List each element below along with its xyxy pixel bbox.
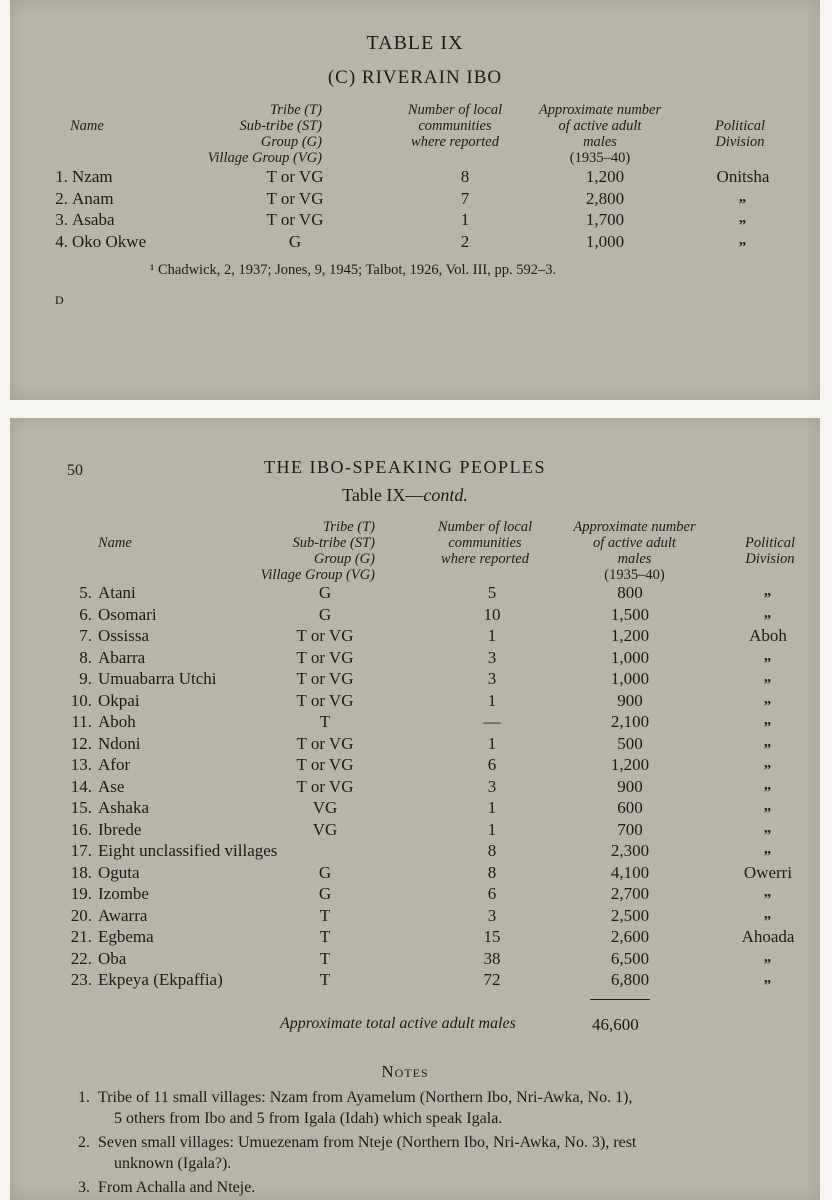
footnote: ¹ Chadwick, 2, 1937; Jones, 9, 1945; Talbot, 1926, Vol. III, pp. 592–3. (150, 262, 557, 278)
row-number: 16. (70, 819, 92, 839)
table-row (10, 606, 810, 628)
row-name: Oko Okwe (72, 231, 147, 251)
row-number: 20. (70, 905, 92, 925)
row-division: „ (763, 798, 773, 814)
row-males: 1,700 (585, 210, 625, 229)
table-row (10, 584, 810, 606)
row-division: „ (763, 712, 773, 728)
row-communities: 1 (487, 626, 497, 645)
row-males: 900 (617, 776, 643, 796)
row-division: „ (738, 210, 748, 226)
row-type: T (319, 970, 331, 989)
row-division: „ (738, 188, 748, 205)
row-type: G (318, 604, 332, 624)
page-number: 50 (67, 462, 83, 479)
row-number: 17. (70, 841, 92, 860)
row-number: 22. (70, 948, 92, 968)
table-row (10, 907, 810, 929)
header-communities: Number of local communities where reported (437, 519, 533, 567)
row-males: 1,200 (610, 626, 650, 645)
row-type: T or VG (266, 167, 324, 186)
table-row (10, 670, 810, 692)
row-males: 1,000 (610, 647, 650, 667)
table-row (10, 842, 810, 864)
running-head: THE IBO-SPEAKING PEOPLES (263, 457, 546, 477)
row-type: T or VG (296, 755, 354, 774)
row-number: 15. (70, 798, 92, 817)
row-communities: 7 (460, 188, 470, 208)
signature-mark: D (55, 293, 64, 307)
header-division: Political Division (715, 118, 765, 150)
note-line: Tribe of 11 small villages: Nzam from Ayamelum (Northern Ibo, Nri-Awka, No. 1), (98, 1089, 633, 1106)
row-type: G (318, 884, 332, 903)
row-type: VG (312, 798, 338, 817)
table-row (10, 211, 810, 233)
row-type: T or VG (296, 776, 354, 796)
row-division: „ (763, 647, 773, 664)
row-males: 2,100 (610, 712, 650, 731)
table-row (10, 713, 810, 735)
row-number: 13. (70, 755, 92, 774)
row-name: Umuabarra Utchi (98, 669, 217, 688)
row-communities: 5 (487, 583, 497, 602)
row-division: „ (763, 948, 773, 965)
row-males: 2,600 (610, 927, 650, 946)
row-division: Owerri (743, 862, 793, 882)
row-communities: 3 (487, 905, 497, 925)
row-males: 1,200 (610, 755, 650, 774)
row-name: Eight unclassified villages (98, 841, 278, 860)
table-row (10, 885, 810, 907)
row-communities: 8 (487, 862, 497, 882)
row-males: 2,700 (610, 884, 650, 903)
row-males: 2,800 (585, 188, 625, 208)
row-name: Ekpeya (Ekpaffia) (98, 970, 223, 989)
row-number: 1. (55, 167, 68, 186)
row-number: 9. (79, 669, 92, 688)
row-division: „ (763, 776, 773, 793)
row-division: „ (763, 733, 773, 750)
row-type: T (319, 948, 331, 968)
row-name: Abarra (98, 647, 146, 667)
row-communities: 1 (487, 690, 497, 710)
row-division: Ahoada (741, 927, 795, 946)
row-communities: 1 (487, 733, 497, 753)
row-males: 600 (617, 798, 643, 817)
row-males: 6,800 (610, 970, 650, 989)
row-number: 4. (55, 231, 68, 251)
row-number: 21. (70, 927, 92, 946)
row-number: 7. (79, 626, 92, 645)
header-males: Approximate number of active adult males (1935–40) (538, 102, 662, 166)
row-males: 500 (617, 733, 643, 753)
header-division: Political Division (745, 535, 795, 567)
note-number: 1. (78, 1089, 90, 1106)
table-row (10, 928, 810, 950)
row-males: 1,500 (610, 604, 650, 624)
table-row (10, 168, 810, 190)
table-row (10, 692, 810, 714)
row-number: 14. (70, 776, 92, 796)
table-row (10, 778, 810, 800)
row-type: VG (312, 819, 338, 839)
row-number: 5. (79, 583, 92, 602)
row-number: 8. (79, 647, 92, 667)
total-rule (590, 999, 650, 1000)
row-type: T (319, 712, 331, 731)
row-division: „ (763, 970, 773, 986)
table-row (10, 799, 810, 821)
row-name: Asaba (72, 210, 115, 229)
row-communities: 72 (483, 970, 501, 989)
row-males: 2,300 (610, 841, 650, 860)
row-communities: 1 (487, 819, 497, 839)
row-type: G (318, 583, 332, 602)
row-division: „ (763, 604, 773, 621)
row-communities: — (483, 712, 501, 731)
row-division: „ (763, 819, 773, 836)
row-name: Oba (98, 948, 127, 968)
page-bottom (10, 418, 820, 1200)
table-row (10, 971, 810, 993)
row-males: 700 (617, 819, 643, 839)
row-communities: 6 (487, 755, 497, 774)
row-name: Egbema (98, 927, 154, 946)
row-type: T (319, 905, 331, 925)
row-division: Aboh (749, 626, 787, 645)
table-row (10, 190, 810, 212)
row-number: 3. (55, 210, 68, 229)
note-line: 5 others from Ibo and 5 from Igala (Idah) which speak Igala. (114, 1110, 503, 1127)
row-males: 4,100 (610, 862, 650, 882)
row-division: „ (738, 231, 748, 248)
table-row (10, 627, 810, 649)
header-tribe: Tribe (T) Sub-tribe (ST) Group (G) Village Group (VG) (207, 102, 322, 166)
row-number: 12. (70, 733, 92, 753)
table-title-contd: Table IX—contd. (342, 485, 468, 505)
row-number: 11. (71, 712, 92, 731)
row-name: Ase (98, 776, 125, 796)
row-type: T or VG (296, 647, 354, 667)
row-number: 6. (79, 604, 92, 624)
header-tribe: Tribe (T) Sub-tribe (ST) Group (G) Village Group (VG) (260, 519, 375, 583)
table-row (10, 756, 810, 778)
row-males: 1,000 (610, 669, 650, 688)
row-communities: 8 (460, 167, 470, 186)
row-males: 2,500 (610, 905, 650, 925)
row-type: T or VG (296, 669, 354, 688)
row-division: „ (763, 841, 773, 857)
row-name: Nzam (72, 167, 113, 186)
row-communities: 1 (487, 798, 497, 817)
table-row (10, 735, 810, 757)
row-name: Izombe (98, 884, 149, 903)
row-type: T or VG (266, 210, 324, 229)
row-type: T (319, 927, 331, 946)
row-name: Ndoni (98, 733, 141, 753)
header-males: Approximate number of active adult males (1935–40) (573, 519, 696, 583)
row-communities: 38 (483, 948, 501, 968)
row-division: „ (763, 690, 773, 707)
header-name: Name (98, 535, 132, 551)
row-number: 2. (55, 188, 68, 208)
row-name: Ibrede (98, 819, 142, 839)
row-males: 1,000 (585, 231, 625, 251)
table-row (10, 233, 810, 255)
row-division: „ (763, 755, 773, 771)
table-row (10, 864, 810, 886)
row-communities: 8 (487, 841, 497, 860)
row-name: Okpai (98, 690, 140, 710)
table-row (10, 649, 810, 671)
notes-title: Notes (381, 1062, 429, 1081)
row-communities: 1 (460, 210, 470, 229)
page-top (10, 0, 820, 400)
row-type: T or VG (266, 188, 324, 208)
row-communities: 15 (483, 927, 501, 946)
note-line: unknown (Igala?). (114, 1155, 232, 1172)
row-name: Ashaka (98, 798, 149, 817)
total-label: Approximate total active adult males (280, 1015, 516, 1032)
total-value: 46,600 (592, 1015, 639, 1034)
row-name: Osomari (98, 604, 157, 624)
row-number: 18. (70, 862, 92, 882)
row-name: Oguta (98, 862, 140, 882)
row-division: „ (763, 583, 773, 599)
note-number: 2. (78, 1134, 90, 1151)
table-row (10, 950, 810, 972)
row-males: 1,200 (585, 167, 625, 186)
note-line: Seven small villages: Umuezenam from Nteje (Northern Ibo, Nri-Awka, No. 3), rest (98, 1134, 637, 1151)
row-type: T or VG (296, 626, 354, 645)
row-division: „ (763, 669, 773, 685)
row-communities: 3 (487, 647, 497, 667)
row-number: 23. (70, 970, 92, 989)
note-number: 3. (78, 1179, 90, 1196)
row-communities: 2 (460, 231, 470, 251)
row-name: Aboh (98, 712, 136, 731)
row-communities: 3 (487, 776, 497, 796)
row-name: Anam (72, 188, 114, 208)
row-name: Ossissa (98, 626, 150, 645)
header-communities: Number of local communities where reported (407, 102, 503, 150)
table-title: TABLE IX (366, 32, 464, 54)
table-subtitle: (C) RIVERAIN IBO (327, 67, 503, 88)
row-name: Atani (98, 583, 136, 602)
row-type: T or VG (296, 690, 354, 710)
row-communities: 10 (483, 604, 501, 624)
row-communities: 3 (487, 669, 497, 688)
row-type: T or VG (296, 733, 354, 753)
row-number: 19. (70, 884, 92, 903)
row-division: „ (763, 884, 773, 900)
note-line: From Achalla and Nteje. (98, 1179, 256, 1196)
row-communities: 6 (487, 884, 497, 903)
row-division: „ (763, 905, 773, 922)
row-number: 10. (70, 690, 92, 710)
table-row (10, 821, 810, 843)
row-males: 6,500 (610, 948, 650, 968)
header-name: Name (70, 118, 104, 134)
row-males: 900 (617, 690, 643, 710)
row-type: G (288, 231, 302, 251)
row-males: 800 (617, 583, 643, 602)
row-division: Onitsha (716, 167, 770, 186)
row-name: Awarra (98, 905, 148, 925)
row-type: G (318, 862, 332, 882)
row-name: Afor (98, 755, 131, 774)
